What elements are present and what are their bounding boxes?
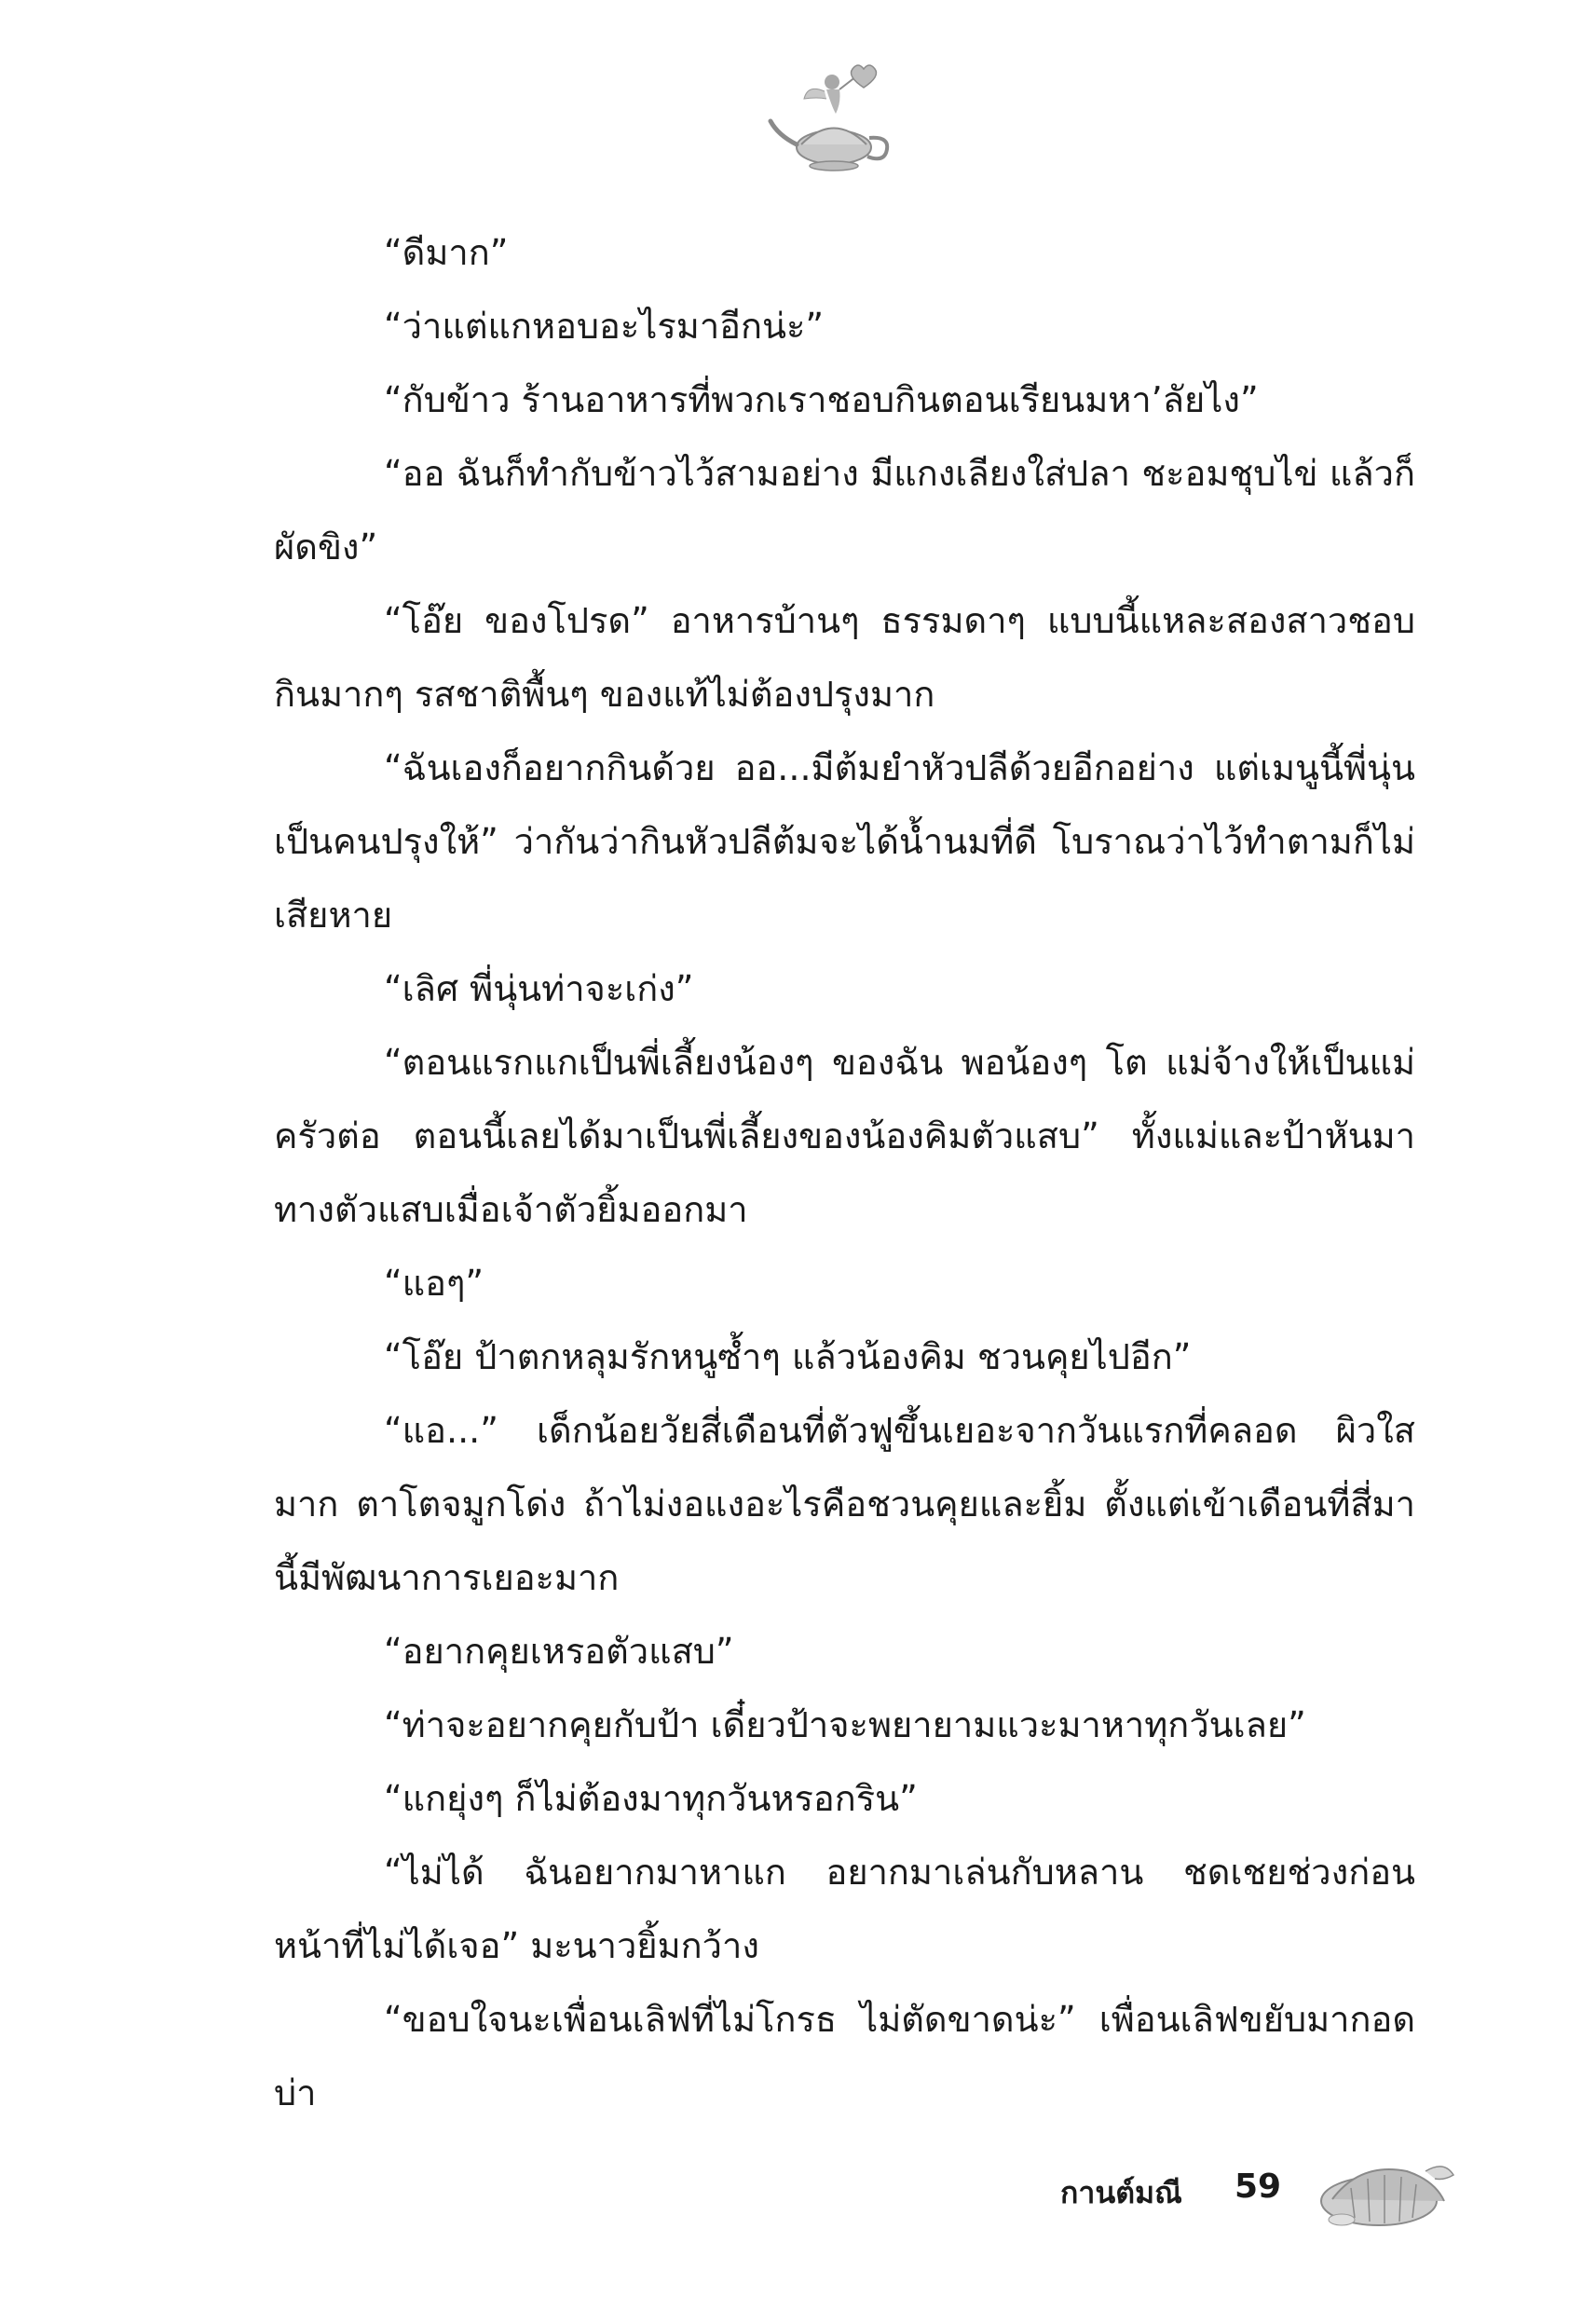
paragraph: “ฉันเองก็อยากกินด้วย ออ...มีต้มยำหัวปลีด้วยอีกอย่าง แต่เมนูนี้พี่นุ่นเป็นคนปรุงให้” ว่ากันว่ากินหัวปลีต้มจะได้น้ำนมที่ดี โบราณว่าไว้ทำตามก็ไม่เสียหาย <box>274 747 1415 936</box>
paragraph: “ไม่ได้ ฉันอยากมาหาแก อยากมาเล่นกับหลาน ชดเชยช่วงก่อนหน้าที่ไม่ได้เจอ” มะนาวยิ้มกว้าง <box>274 1852 1415 1966</box>
paragraph: “ออ ฉันก็ทำกับข้าวไว้สามอย่าง มีแกงเลียงใส่ปลา ชะอมชุบไข่ แล้วก็ผัดขิง” <box>274 453 1415 567</box>
paragraph: “ดีมาก” <box>384 232 509 273</box>
paragraph: “แอ...” เด็กน้อยวัยสี่เดือนที่ตัวฟูขึ้นเยอะจากวันแรกที่คลอด ผิวใสมาก ตาโตจมูกโด่ง ถ้าไม่งอแงอะไรคือชวนคุยและยิ้ม ตั้งแต่เข้าเดือนที่สี่มานี้มีพัฒนาการเยอะมาก <box>274 1410 1415 1598</box>
paragraph: “ว่าแต่แกหอบอะไรมาอีกน่ะ” <box>384 306 825 347</box>
paragraph: “แอๆ” <box>384 1263 484 1304</box>
paragraph: “ขอบใจนะเพื่อนเลิฟที่ไม่โกรธ ไม่ตัดขาดน่ะ” เพื่อนเลิฟขยับมากอดบ่า <box>274 1999 1415 2113</box>
paragraph: “เลิศ พี่นุ่นท่าจะเก่ง” <box>384 968 694 1009</box>
paragraph: “แกยุ่งๆ ก็ไม่ต้องมาทุกวันหรอกริน” <box>384 1778 918 1819</box>
page-footer <box>1044 2143 1472 2246</box>
teapot-cupid-ornament-icon <box>759 56 908 177</box>
seashell-ornament-icon <box>1304 2143 1463 2236</box>
chapter-text <box>274 216 1415 2130</box>
paragraph: “โอ๊ย ป้าตกหลุมรักหนูซ้ำๆ แล้วน้องคิม ชวนคุยไปอีก” <box>384 1336 1192 1377</box>
page-number: 59 <box>1235 2167 1282 2206</box>
paragraph: “ตอนแรกแกเป็นพี่เลี้ยงน้องๆ ของฉัน พอน้องๆ โต แม่จ้างให้เป็นแม่ครัวต่อ ตอนนี้เลยได้มาเป็นพี่เลี้ยงของน้องคิมตัวแสบ” ทั้งแม่และป้าหันมาทางตัวแสบเมื่อเจ้าตัวยิ้มออกมา <box>274 1042 1415 1230</box>
paragraph: “กับข้าว ร้านอาหารที่พวกเราชอบกินตอนเรียนมหา’ลัยไง” <box>384 379 1259 420</box>
book-title: กานต์มณี <box>1060 2175 1182 2210</box>
paragraph: “อยากคุยเหรอตัวแสบ” <box>384 1631 734 1672</box>
paragraph: “โอ๊ย ของโปรด” อาหารบ้านๆ ธรรมดาๆ แบบนี้แหละสองสาวชอบกินมากๆ รสชาติพื้นๆ ของแท้ไม่ต้องปรุงมาก <box>274 600 1415 715</box>
paragraph: “ท่าจะอยากคุยกับป้า เดี๋ยวป้าจะพยายามแวะมาหาทุกวันเลย” <box>384 1704 1306 1745</box>
